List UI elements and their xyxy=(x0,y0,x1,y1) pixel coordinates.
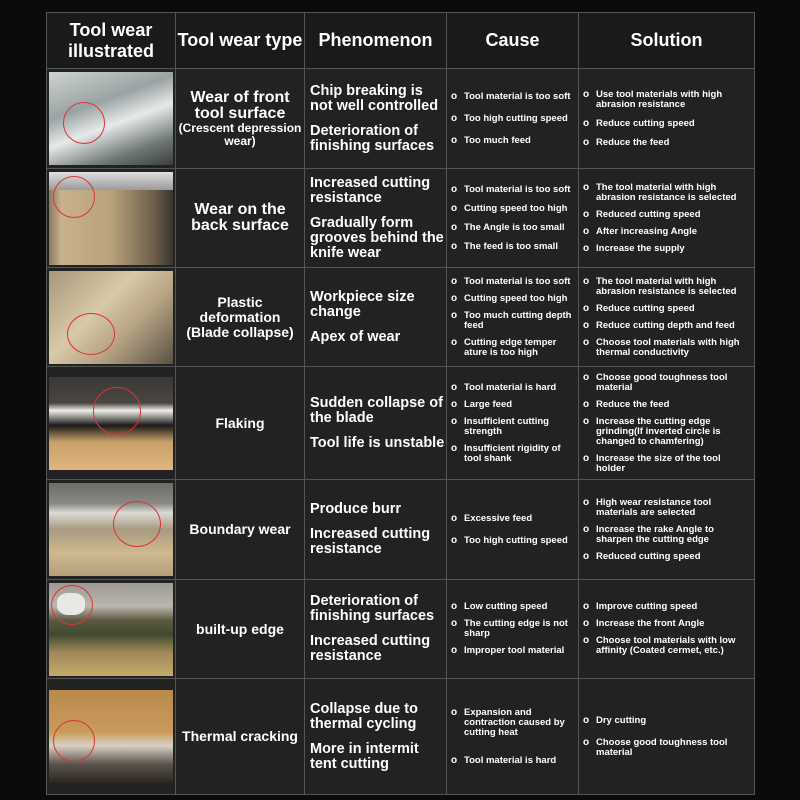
phenomenon-text: More in intermit tent cutting xyxy=(310,740,419,772)
phenomenon-text: Increased cutting resistance xyxy=(310,633,431,664)
phenomenon-text: Deterioration of finishing surfaces xyxy=(310,122,435,154)
wear-photo-plastic-deformation xyxy=(49,271,173,364)
wear-type-sublabel: (Crescent depression wear) xyxy=(178,120,302,148)
solution-item: o Reduce cutting speed xyxy=(583,304,752,314)
cause-item: o Expansion and contraction caused by cutting heat xyxy=(451,708,576,738)
solution-item: o Reduce cutting depth and feed xyxy=(583,321,752,331)
solution-item: o Reduce cutting speed xyxy=(583,119,752,129)
solution-item: o Reduced cutting speed xyxy=(583,552,752,562)
wear-photo-thermal-cracking xyxy=(49,690,173,783)
cause-item: o Excessive feed xyxy=(451,514,576,524)
cause-item: o Tool material is too soft xyxy=(451,92,576,102)
wear-type-sublabel: (Blade collapse) xyxy=(186,323,294,340)
cause-item: o Tool material is hard xyxy=(451,756,576,766)
solution-item: o Choose tool materials with low affinity (Coated cermet, etc.) xyxy=(583,636,752,656)
phenomenon-text: Produce burr xyxy=(310,501,402,517)
solution-item: o Dry cutting xyxy=(583,716,752,726)
wear-type-label: built-up edge xyxy=(196,620,284,637)
header-row xyxy=(47,13,755,69)
highlight-circle xyxy=(51,585,93,625)
cause-item: o Tool material is too soft xyxy=(451,277,576,287)
wear-photo-built-up-edge xyxy=(49,583,173,676)
cause-item: o The Angle is too small xyxy=(451,223,576,233)
cause-item: o Large feed xyxy=(451,400,576,410)
cause-item: o Too much cutting depth feed xyxy=(451,311,576,331)
cause-item: o Insufficient cutting strength xyxy=(451,417,576,437)
cause-item: o The feed is too small xyxy=(451,242,576,252)
cause-item: o Tool material is too soft xyxy=(451,185,576,195)
table-row xyxy=(47,367,755,480)
solution-item: o After increasing Angle xyxy=(583,227,752,237)
highlight-circle xyxy=(93,387,141,435)
solution-item: o Increase the cutting edge grinding(If inverted circle is changed to chamfering) xyxy=(583,417,752,447)
highlight-circle xyxy=(113,501,161,547)
phenomenon-text: Chip breaking is not well controlled xyxy=(310,82,439,114)
header-phenomenon: Phenomenon xyxy=(305,13,447,69)
wear-photo-boundary xyxy=(49,483,173,576)
highlight-circle xyxy=(53,176,95,218)
cause-item: o Cutting speed too high xyxy=(451,204,576,214)
solution-item: o Reduce the feed xyxy=(583,138,752,148)
wear-type-label: Plastic deformation xyxy=(199,293,281,325)
phenomenon-text: Apex of wear xyxy=(310,328,401,345)
phenomenon-text: Deterioration of finishing surfaces xyxy=(310,593,435,624)
solution-item: o Increase the front Angle xyxy=(583,619,752,629)
phenomenon-text: Increased cutting resistance xyxy=(310,526,431,557)
cause-item: o Too much feed xyxy=(451,136,576,146)
solution-item: o Use tool materials with high abrasion resistance xyxy=(583,90,752,110)
solution-item: o Improve cutting speed xyxy=(583,602,752,612)
cause-item: o Insufficient rigidity of tool shank xyxy=(451,444,576,464)
phenomenon-text: Gradually form grooves behind the knife wear xyxy=(310,214,444,261)
highlight-circle xyxy=(63,102,105,144)
phenomenon-text: Workpiece size change xyxy=(310,288,415,320)
solution-item: o Choose good toughness tool material xyxy=(583,373,752,393)
table-row xyxy=(47,480,755,580)
table-row xyxy=(47,169,755,268)
wear-photo-flaking xyxy=(49,377,173,470)
table-row xyxy=(47,580,755,679)
solution-item: o Reduce the feed xyxy=(583,400,752,410)
cause-item: o Low cutting speed xyxy=(451,602,576,612)
phenomenon-text: Increased cutting resistance xyxy=(310,174,431,206)
wear-type-label: Boundary wear xyxy=(189,521,291,537)
cause-item: o Tool material is hard xyxy=(451,383,576,393)
header-solution: Solution xyxy=(579,13,755,69)
cause-item: o Too high cutting speed xyxy=(451,114,576,124)
phenomenon-text: Collapse due to thermal cycling xyxy=(310,700,418,732)
highlight-circle xyxy=(67,313,115,355)
cause-item: o Cutting speed too high xyxy=(451,294,576,304)
tool-wear-table xyxy=(46,12,755,795)
header-cause: Cause xyxy=(447,13,579,69)
table-row xyxy=(47,268,755,367)
table-row xyxy=(47,679,755,795)
wear-photo-crescent xyxy=(49,72,173,165)
highlight-circle xyxy=(53,720,95,762)
phenomenon-text: Tool life is unstable xyxy=(310,434,445,451)
solution-item: o Increase the size of the tool holder xyxy=(583,454,752,474)
solution-item: o The tool material with high abrasion resistance is selected xyxy=(583,183,752,203)
header-type: Tool wear type xyxy=(176,13,305,69)
solution-item: o The tool material with high abrasion resistance is selected xyxy=(583,277,752,297)
cause-item: o Cutting edge temper ature is too high xyxy=(451,338,576,358)
wear-photo-back-surface xyxy=(49,172,173,265)
solution-item: o Increase the supply xyxy=(583,244,752,254)
table-row xyxy=(47,69,755,169)
phenomenon-text: Sudden collapse of the blade xyxy=(310,394,443,426)
solution-item: o High wear resistance tool materials are selected xyxy=(583,498,752,518)
wear-type-label: Flaking xyxy=(215,414,265,431)
solution-item: o Reduced cutting speed xyxy=(583,210,752,220)
solution-item: o Increase the rake Angle to sharpen the cutting edge xyxy=(583,525,752,545)
wear-type-label: Wear of front tool surface xyxy=(190,88,290,122)
wear-type-label: Thermal cracking xyxy=(182,728,298,744)
header-illustrated: Tool wear illustrated xyxy=(47,13,176,69)
solution-item: o Choose tool materials with high thermal conductivity xyxy=(583,338,752,358)
solution-item: o Choose good toughness tool material xyxy=(583,738,752,758)
wear-type-label: Wear on the back surface xyxy=(191,201,289,234)
cause-item: o Too high cutting speed xyxy=(451,536,576,546)
cause-item: o The cutting edge is not sharp xyxy=(451,619,576,639)
cause-item: o Improper tool material xyxy=(451,646,576,656)
